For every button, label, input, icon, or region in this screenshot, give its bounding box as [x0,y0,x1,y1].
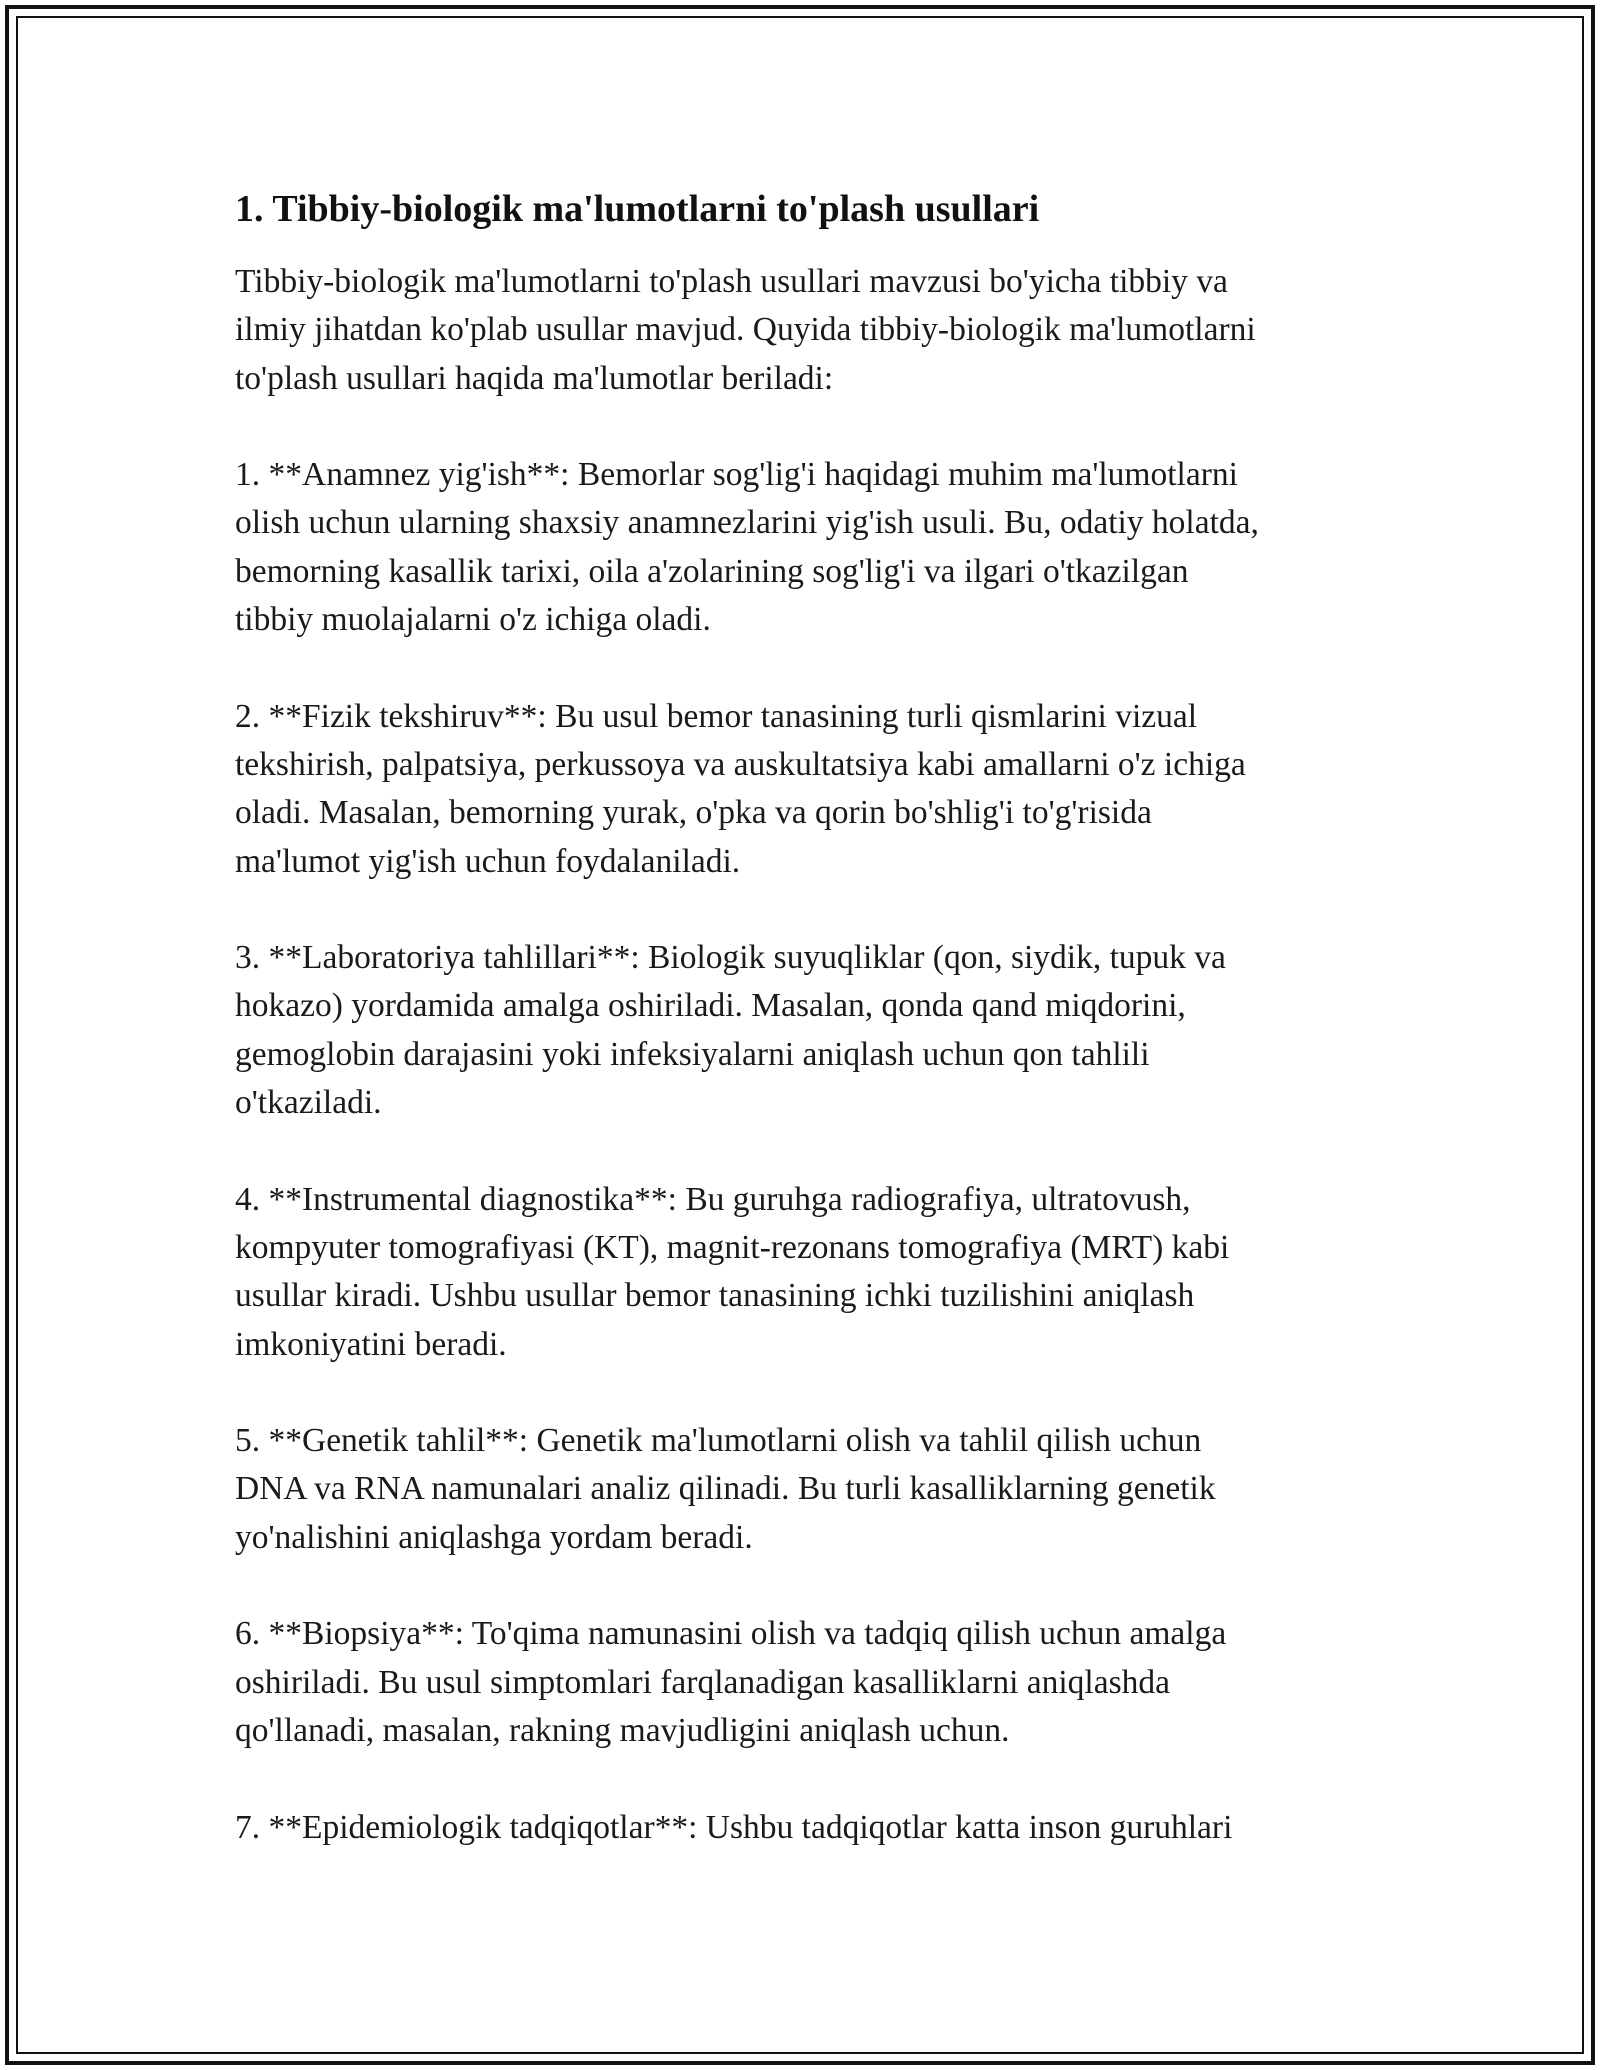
text-line: 5. **Genetik tahlil**: Genetik ma'lumotlarni olish va tahlil qilish uchun [235,1422,1202,1460]
text-line: 6. **Biopsiya**: To'qima namunasini olish va tadqiq qilish uchun amalga [235,1615,1227,1653]
text-line: to'plash usullari haqida ma'lumotlar beriladi: [235,359,834,397]
list-item-laboratoriya [235,934,1365,1127]
text-line: 3. **Laboratoriya tahlillari**: Biologik suyuqliklar (qon, siydik, tupuk va [235,939,1226,977]
text-line: bemorning kasallik tarixi, oila a'zolarining sog'lig'i va ilgari o'tkazilgan [235,552,1189,590]
text-line: kompyuter tomografiyasi (KT), magnit-rezonans tomografiya (MRT) kabi [235,1228,1230,1266]
document-body [235,186,1365,1852]
text-line: gemoglobin darajasini yoki infeksiyalarni aniqlash uchun qon tahlili [235,1035,1150,1073]
list-item-genetik [235,1417,1365,1562]
text-line: 7. **Epidemiologik tadqiqotlar**: Ushbu tadqiqotlar katta inson guruhlari [235,1808,1233,1846]
text-line: DNA va RNA namunalari analiz qilinadi. Bu turli kasalliklarning genetik [235,1470,1216,1508]
text-line: o'tkaziladi. [235,1084,382,1122]
text-line: 2. **Fizik tekshiruv**: Bu usul bemor tanasining turli qismlarini vizual [235,697,1198,735]
text-line: tibbiy muolajalarni o'z ichiga oladi. [235,601,711,639]
list-item-biopsiya [235,1610,1365,1755]
list-item-fizik-tekshiruv [235,693,1365,886]
list-item-instrumental [235,1176,1365,1369]
list-item-epidemiologik [235,1804,1365,1852]
text-line: Tibbiy-biologik ma'lumotlarni to'plash usullari mavzusi bo'yicha tibbiy va [235,263,1228,300]
text-line: olish uchun ularning shaxsiy anamnezlarini yig'ish usuli. Bu, odatiy holatda, [235,504,1259,542]
text-line: hokazo) yordamida amalga oshiriladi. Masalan, qonda qand miqdorini, [235,987,1186,1025]
text-line: 1. **Anamnez yig'ish**: Bemorlar sog'lig'i haqidagi muhim ma'lumotlarni [235,456,1238,494]
text-line: qo'llanadi, masalan, rakning mavjudligini aniqlash uchun. [235,1711,1010,1749]
text-line: imkoniyatini beradi. [235,1325,507,1363]
list-item-anamnez [235,451,1365,644]
text-line: usullar kiradi. Ushbu usullar bemor tanasining ichki tuzilishini aniqlash [235,1277,1195,1315]
text-line: tekshirish, palpatsiya, perkussoya va auskultatsiya kabi amallarni o'z ichiga [235,745,1246,783]
text-line: ilmiy jihatdan ko'plab usullar mavjud. Quyida tibbiy-biologik ma'lumotlarni [235,311,1256,349]
intro-paragraph [235,258,1365,403]
page-title: 1. Tibbiy-biologik ma'lumotlarni to'plash usullari [235,188,1040,230]
text-line: 4. **Instrumental diagnostika**: Bu guruhga radiografiya, ultratovush, [235,1180,1191,1218]
text-line: oladi. Masalan, bemorning yurak, o'pka va qorin bo'shlig'i to'g'risida [235,794,1152,832]
text-line: ma'lumot yig'ish uchun foydalaniladi. [235,842,741,880]
text-line: yo'nalishini aniqlashga yordam beradi. [235,1518,753,1556]
text-line: oshiriladi. Bu usul simptomlari farqlanadigan kasalliklarni aniqlashda [235,1663,1171,1701]
